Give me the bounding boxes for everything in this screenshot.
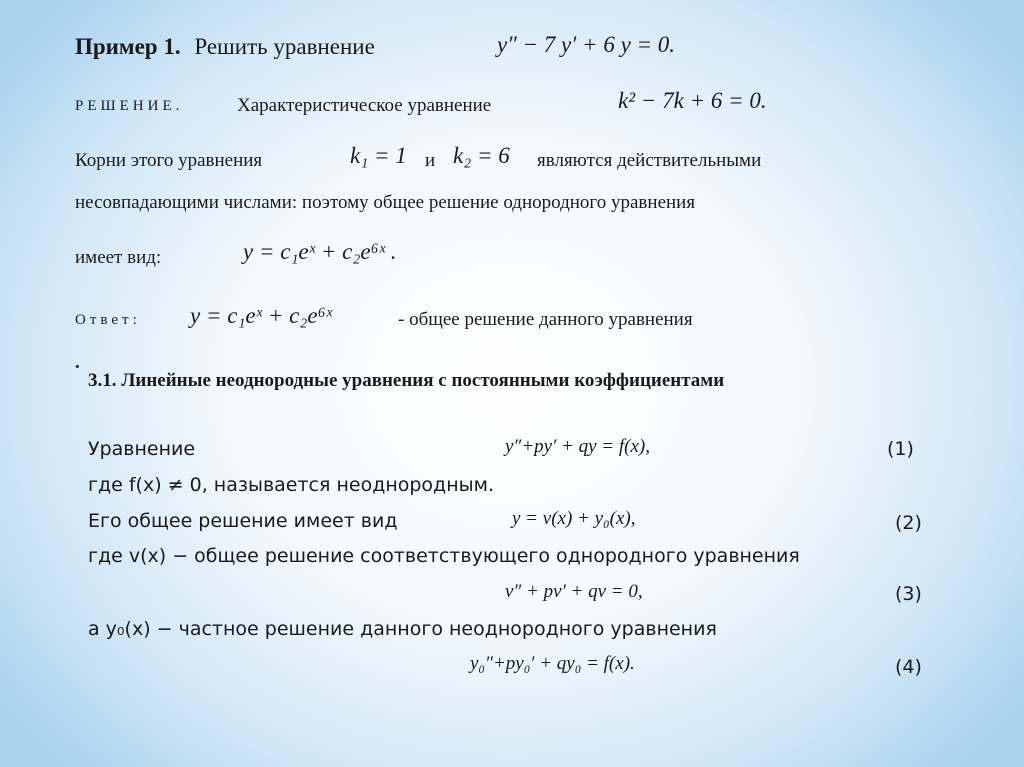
general-solution: y = c₁eˣ + c₂e⁶ˣ . — [243, 239, 397, 264]
eq-number-1: (1) — [887, 438, 914, 460]
example-title: Пример 1. — [75, 34, 181, 59]
char-eq-text: Характеристическое уравнение — [237, 95, 492, 116]
answer-label: Ответ: — [75, 312, 141, 328]
line-6-text: а y₀(x) − частное решение данного неоднородного уравнения — [88, 618, 717, 640]
section-heading: 3.1. Линейные неоднородные уравнения с постоянными коэффициентами — [88, 370, 725, 391]
roots-text: Корни этого уравнения — [75, 150, 263, 171]
line-4-text: где v(x) − общее решение соответствующего однородного уравнения — [88, 545, 800, 567]
section-bullet: · — [73, 352, 82, 381]
eq-number-2: (2) — [895, 512, 922, 534]
line-3-text: Его общее решение имеет вид — [88, 510, 398, 532]
example-task: Решить уравнение — [194, 34, 375, 59]
line-3-formula: y = v(x) + y₀(x), — [512, 508, 636, 529]
root-k2: k₂ = 6 — [453, 143, 510, 168]
root-k1: k₁ = 1 — [350, 143, 407, 168]
answer-text: - общее решение данного уравнения — [398, 309, 693, 330]
solution-label: РЕШЕНИЕ. — [75, 98, 184, 114]
line-2-text: где f(x) ≠ 0, называется неоднородным. — [88, 474, 494, 496]
char-equation: k² − 7k + 6 = 0. — [618, 88, 767, 113]
line-1-formula: y″+py′ + qy = f(x), — [505, 436, 650, 457]
roots-text-2: являются действительными — [537, 150, 762, 171]
eq-number-4: (4) — [895, 656, 922, 678]
line-1-text: Уравнение — [88, 438, 196, 460]
eq-number-3: (3) — [895, 583, 922, 605]
line-7-formula: y₀″+py₀′ + qy₀ = f(x). — [470, 653, 635, 674]
line-5-formula: v″ + pv′ + qv = 0, — [505, 581, 643, 602]
answer-formula: y = c₁eˣ + c₂e⁶ˣ — [190, 303, 333, 328]
example-line — [75, 34, 375, 60]
roots-line-2: несовпадающими числами: поэтому общее решение однородного уравнения — [75, 192, 696, 213]
example-equation: y″ − 7 y′ + 6 y = 0. — [497, 32, 676, 57]
roots-and: и — [425, 150, 436, 171]
roots-line-3: имеет вид: — [75, 247, 162, 268]
